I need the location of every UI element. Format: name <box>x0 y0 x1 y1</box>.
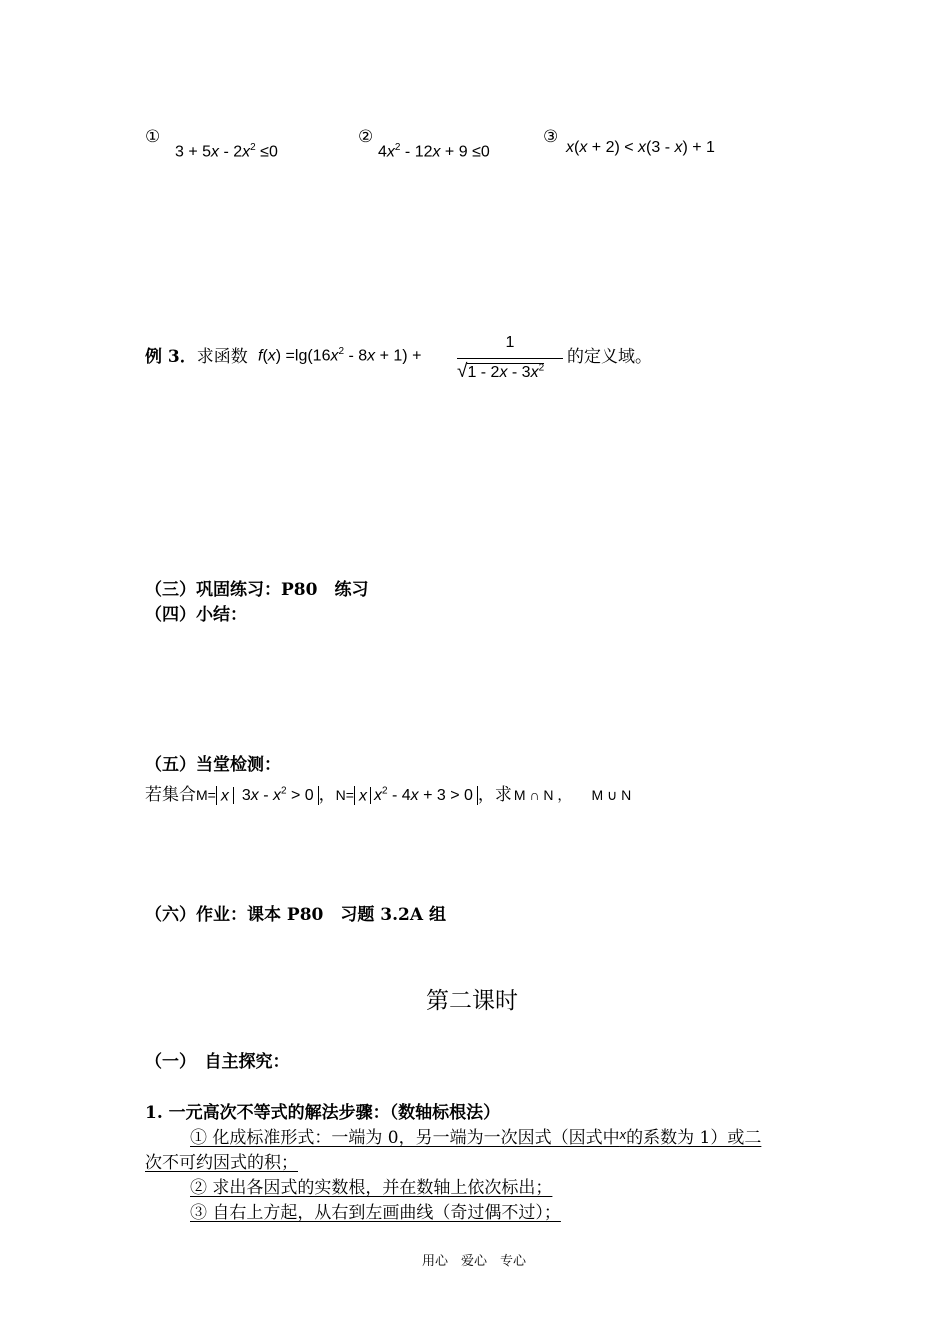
section-5-heading: （五）当堂检测： <box>145 755 281 775</box>
fraction-numerator: 1 <box>505 334 515 351</box>
set-n: x $x^2 - 4x + 3 > 0$ <box>354 786 478 805</box>
lesson-2-title: 第二课时 <box>426 988 518 1014</box>
step-3: ③ 自右上方起，从右到左画曲线（奇过偶不过）； <box>190 1203 561 1223</box>
fraction <box>457 334 563 390</box>
example-3-line: 例 3．求函数 <box>145 347 248 367</box>
page-footer: 用心 爱心 专心 <box>422 1254 527 1269</box>
circled-number-3: ③ <box>543 127 559 147</box>
method-title: 1. 一元高次不等式的解法步骤：（数轴标根法） <box>145 1103 501 1123</box>
fraction-bar <box>457 358 563 359</box>
step-1-line-2: 次不可约因式的积； <box>145 1153 298 1173</box>
inequality-3: x(x + 2) < x(3 - x) + 1 <box>566 139 715 156</box>
set-m: x $3x - x^2 > 0$ <box>216 786 319 805</box>
section-6-heading: （六）作业：课本 P80 习题 3.2A 组 <box>145 905 446 925</box>
section-3-heading: （三）巩固练习：P80 练习 <box>145 580 369 600</box>
test-question: 若集合M= x $3x - x^2 > 0$ ，N= x $x^2 - 4x + 3 > 0$ ，求 M ∩ N ， M ∪ N <box>145 785 632 805</box>
step-1-line-1: ① 化成标准形式：一端为 0，另一端为一次因式（因式中$^x$的系数为 1）或二 <box>190 1127 762 1148</box>
section-1-heading: （一） 自主探究： <box>145 1052 290 1072</box>
function-expression: $f(x) =\lg(16x^2 - 8x + 1)$ + <box>258 346 422 365</box>
section-4-heading: （四）小结： <box>145 605 247 625</box>
inequality-2: $4x^2 - 12x + 9 \le 0$ <box>378 142 490 161</box>
example-3-suffix: 的定义域。 <box>567 347 652 367</box>
circled-number-2: ② <box>358 127 374 147</box>
inequality-1: $3 + 5x - 2x^2 \le 0$ <box>175 142 278 161</box>
step-2: ② 求出各因式的实数根，并在数轴上依次标出； <box>190 1178 553 1198</box>
fraction-denominator: $√1 - 2x - 3x^2$ <box>457 361 545 382</box>
circled-number-1: ① <box>145 127 161 147</box>
